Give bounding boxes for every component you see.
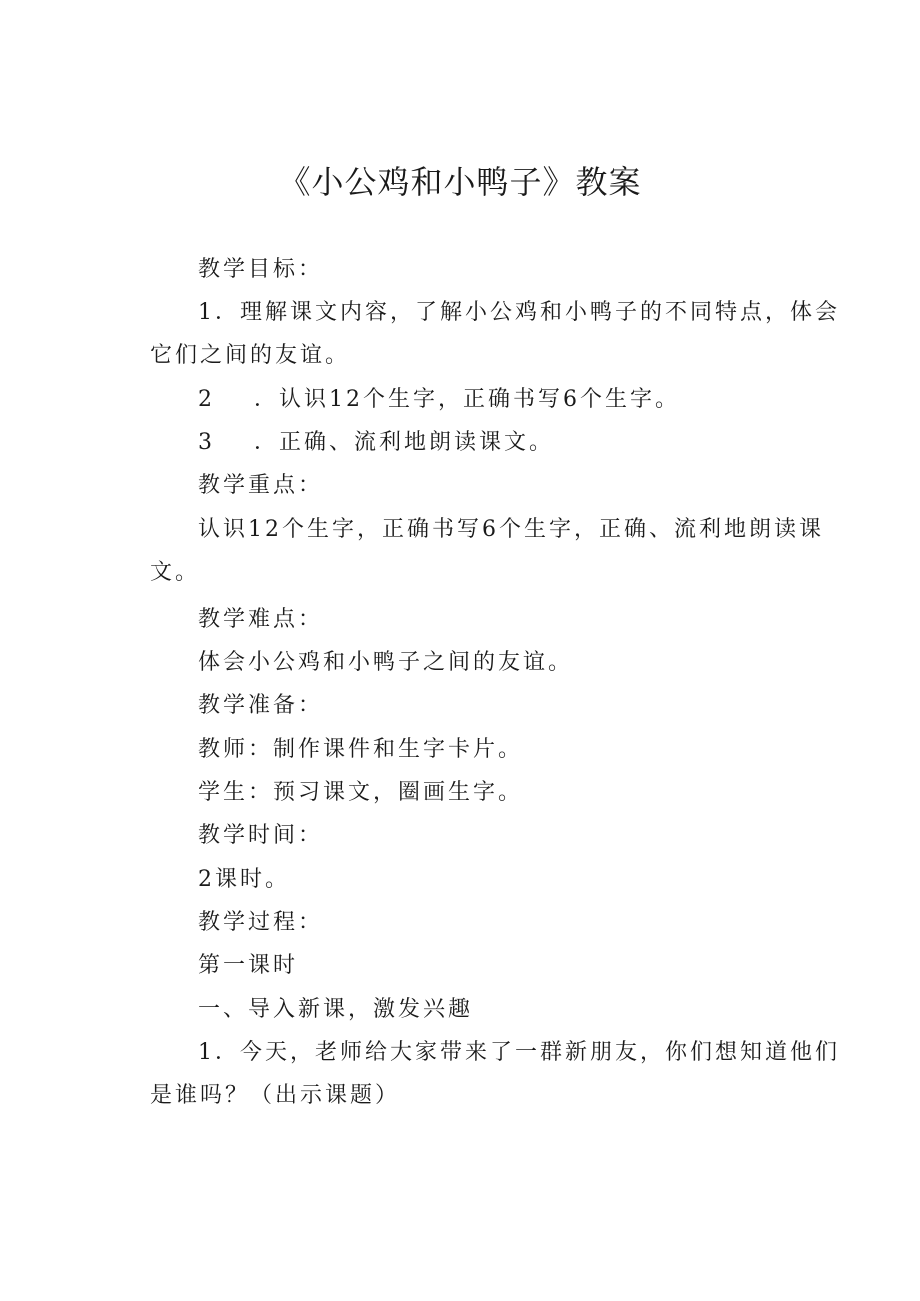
goal-3-line <box>198 427 554 459</box>
time-text: 2课时。 <box>198 867 290 892</box>
goal-1-text: 1．理解课文内容，了解小公鸡和小鸭子的不同特点，体会 <box>198 300 840 325</box>
heading-difficulties: 教学难点： <box>198 607 324 632</box>
document-title: 《小公鸡和小鸭子》教案 <box>278 163 642 201</box>
section-one-heading: 一、导入新课，激发兴趣 <box>198 997 474 1022</box>
process-step-1-continuation: 是谁吗？（出示课题） <box>150 1083 401 1108</box>
key-points-continuation: 文。 <box>150 560 201 585</box>
goal-3-number: 3 <box>198 430 215 455</box>
key-points-text: 认识12个生字，正确书写6个生字，正确、流利地朗读课 <box>198 517 824 542</box>
heading-process: 教学过程： <box>198 910 324 935</box>
goal-2-line <box>198 384 680 416</box>
heading-teaching-goals: 教学目标： <box>198 257 324 282</box>
goal-3-text: ．正确、流利地朗读课文。 <box>254 430 555 455</box>
process-step-1-text: 1．今天，老师给大家带来了一群新朋友，你们想知道他们 <box>198 1040 840 1065</box>
preparation-teacher: 教师：制作课件和生字卡片。 <box>198 737 524 762</box>
goal-2-number: 2 <box>198 387 215 412</box>
difficulties-text: 体会小公鸡和小鸭子之间的友谊。 <box>198 650 574 675</box>
goal-1-continuation: 它们之间的友谊。 <box>150 343 351 368</box>
heading-time: 教学时间： <box>198 823 324 848</box>
heading-preparation: 教学准备： <box>198 693 324 718</box>
goal-2-text: ．认识12个生字，正确书写6个生字。 <box>254 387 680 412</box>
heading-key-points: 教学重点： <box>198 473 324 498</box>
preparation-student: 学生：预习课文，圈画生字。 <box>198 780 524 805</box>
lesson-one-heading: 第一课时 <box>198 953 299 978</box>
